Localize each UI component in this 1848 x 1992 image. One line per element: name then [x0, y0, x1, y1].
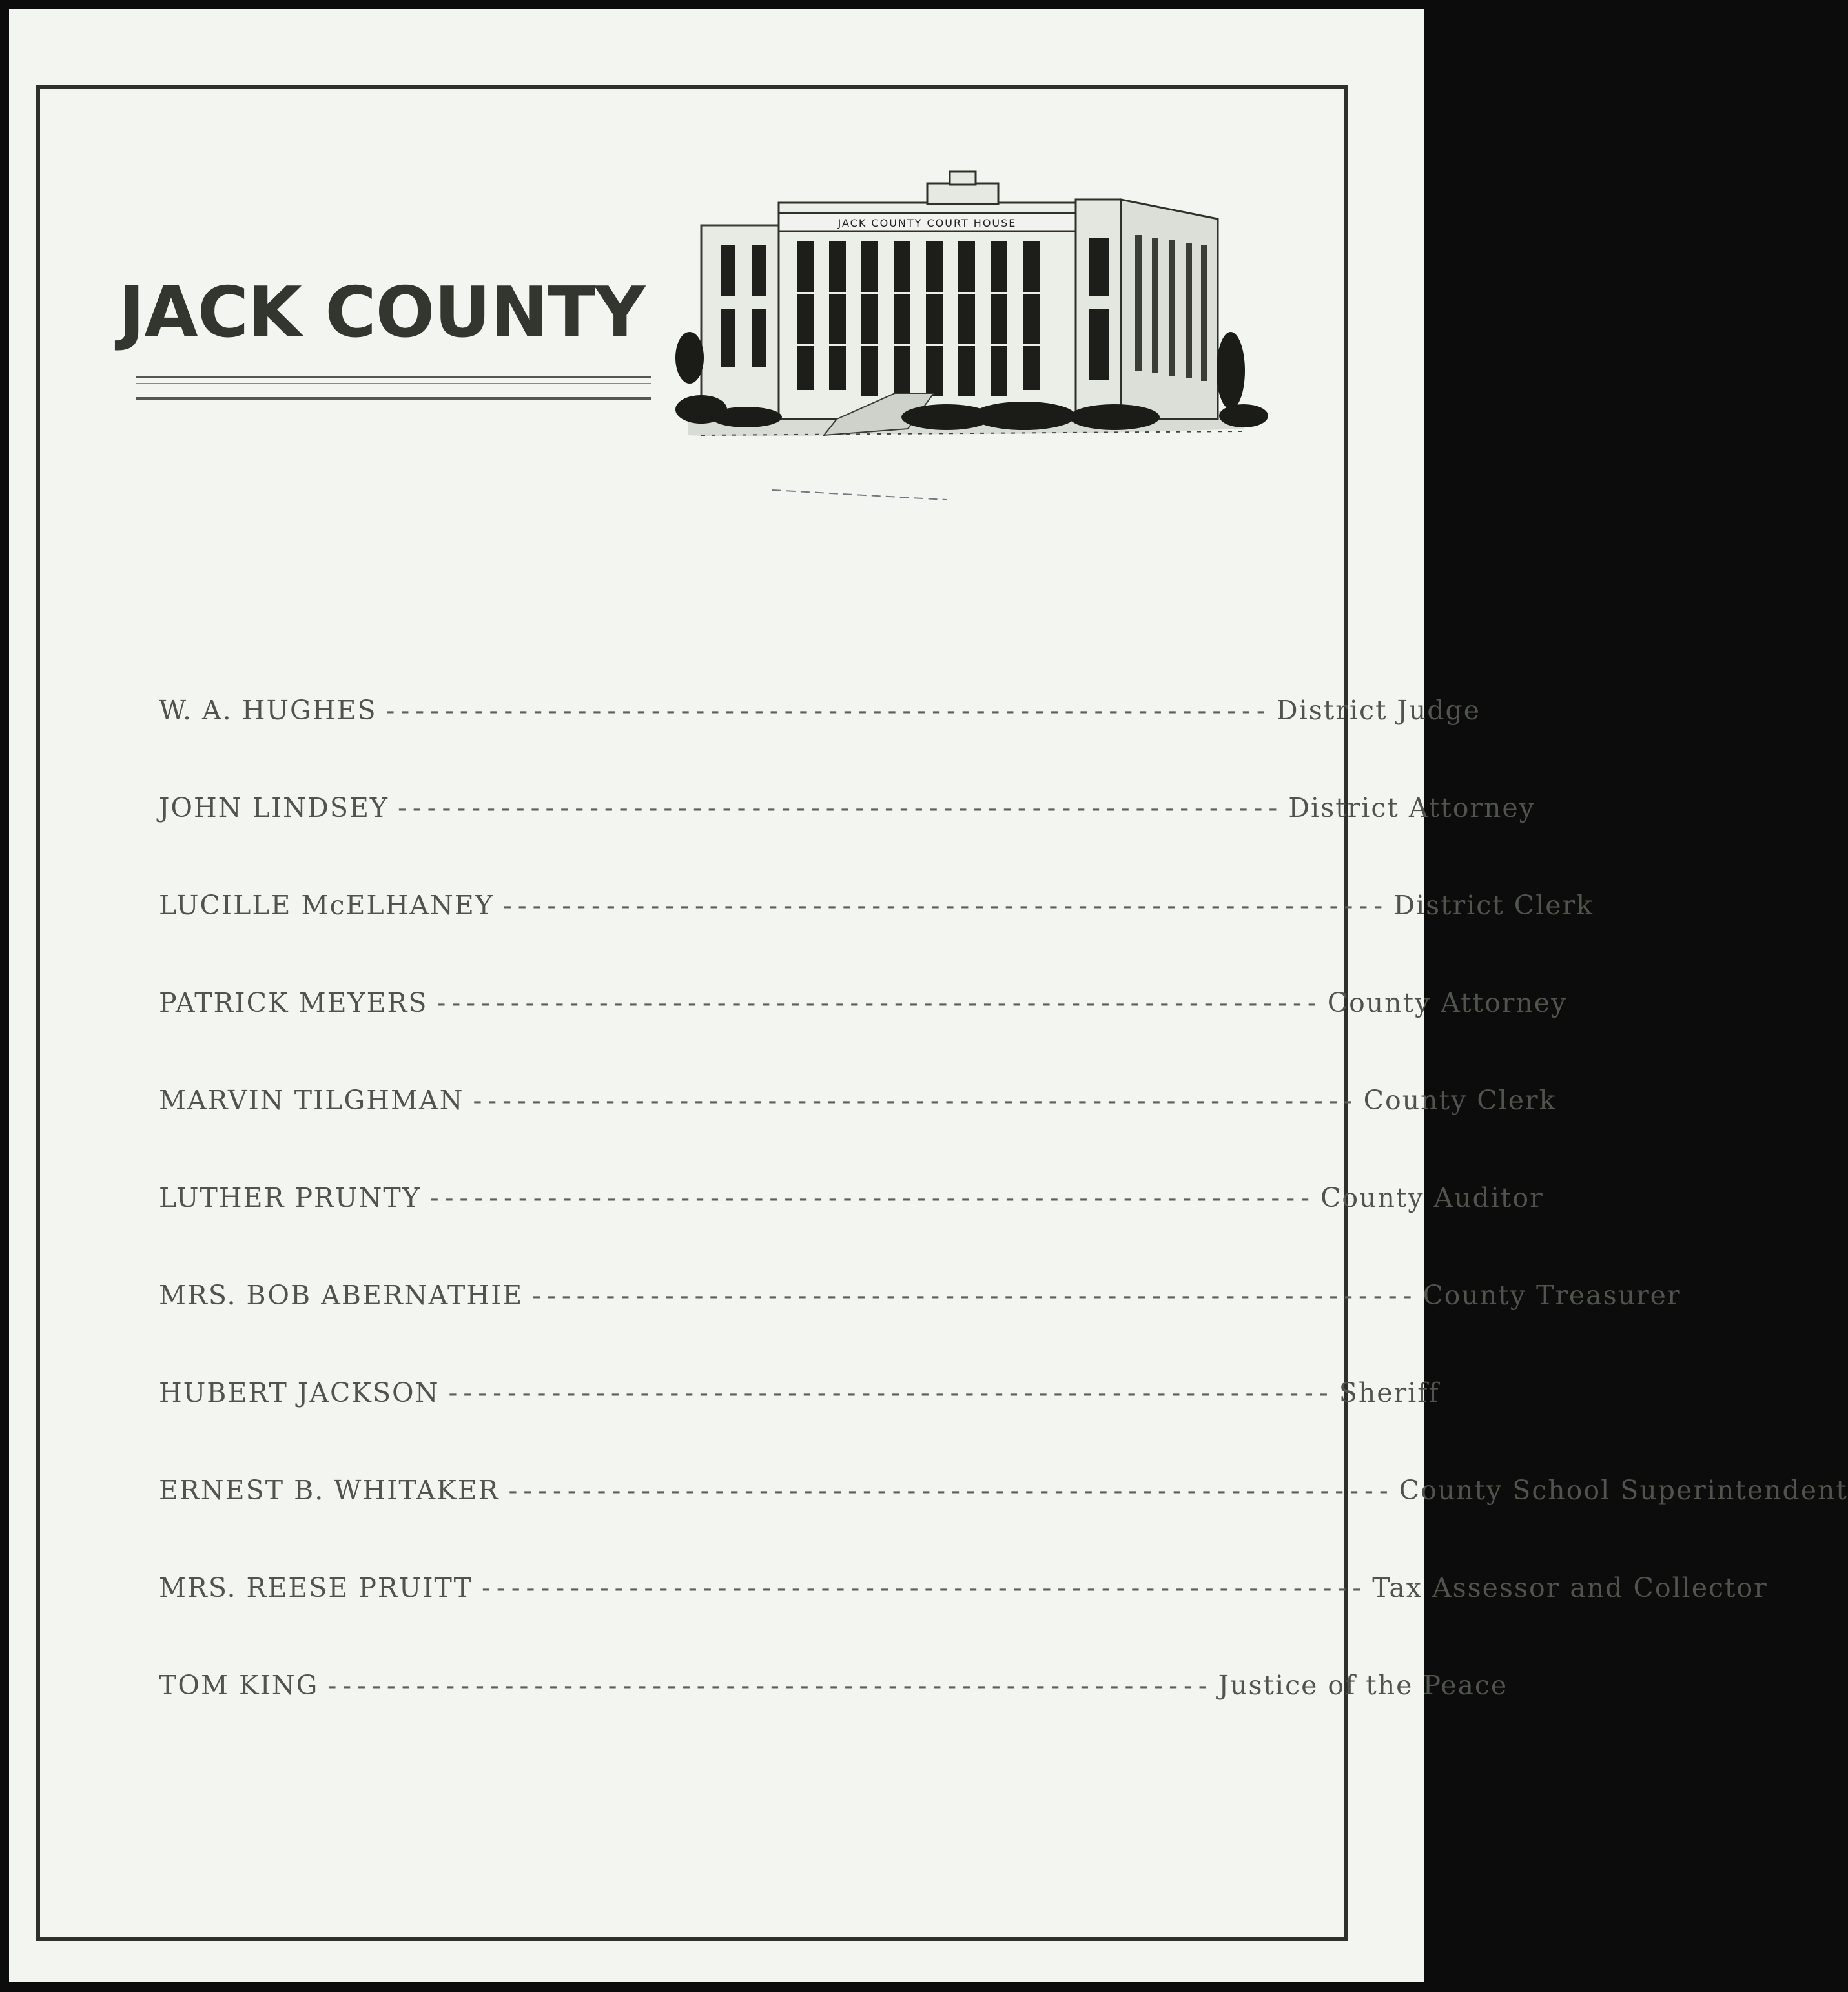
official-office: District Attorney — [1288, 792, 1535, 823]
official-office: County Treasurer — [1422, 1280, 1681, 1311]
courthouse-illustration — [675, 164, 1269, 526]
official-name: TOM KING — [159, 1670, 319, 1701]
official-name: LUTHER PRUNTY — [159, 1182, 421, 1213]
title-underline — [136, 383, 651, 384]
leader-dashes: ------------------------------------------------------------ — [429, 1182, 1315, 1213]
list-item — [159, 1670, 1508, 1767]
list-item — [159, 1475, 1848, 1572]
official-office: District Judge — [1276, 695, 1481, 726]
officials-list — [159, 695, 1848, 1767]
leader-dashes: ------------------------------------------------------------ — [327, 1670, 1213, 1701]
list-item — [159, 1377, 1440, 1475]
leader-dashes: ------------------------------------------------------------ — [481, 1572, 1368, 1603]
official-name: PATRICK MEYERS — [159, 987, 428, 1018]
list-item — [159, 1572, 1768, 1670]
leader-dashes: ------------------------------------------------------------ — [448, 1377, 1334, 1408]
official-name: LUCILLE McELHANEY — [159, 890, 494, 921]
official-name: MARVIN TILGHMAN — [159, 1085, 464, 1116]
official-name: MRS. REESE PRUITT — [159, 1572, 473, 1603]
official-name: MRS. BOB ABERNATHIE — [159, 1280, 524, 1311]
official-office: County Attorney — [1327, 987, 1568, 1018]
official-name: ERNEST B. WHITAKER — [159, 1475, 500, 1506]
leader-dashes: ------------------------------------------------------------ — [397, 792, 1284, 823]
official-office: Tax Assessor and Collector — [1372, 1572, 1768, 1603]
official-office: County Auditor — [1320, 1182, 1544, 1213]
official-name: HUBERT JACKSON — [159, 1377, 440, 1408]
list-item — [159, 987, 1568, 1085]
list-item — [159, 1280, 1681, 1377]
leader-dashes: ------------------------------------------------------------ — [508, 1475, 1394, 1506]
list-item — [159, 1085, 1557, 1182]
list-item — [159, 890, 1594, 987]
official-name: W. A. HUGHES — [159, 695, 377, 726]
leader-dashes: ------------------------------------------------------------ — [532, 1280, 1418, 1311]
official-name: JOHN LINDSEY — [159, 792, 389, 823]
courthouse-sign: JACK COUNTY COURT HOUSE — [837, 217, 1017, 229]
official-office: County School Superintendent — [1399, 1475, 1848, 1506]
leader-dashes: ------------------------------------------------------------ — [385, 695, 1271, 726]
list-item — [159, 792, 1535, 890]
official-office: Sheriff — [1339, 1377, 1440, 1408]
leader-dashes: ------------------------------------------------------------ — [473, 1085, 1359, 1116]
leader-dashes: ------------------------------------------------------------ — [436, 987, 1322, 1018]
title-underline — [136, 376, 651, 378]
title-underline — [136, 397, 651, 400]
list-item — [159, 1182, 1544, 1280]
leader-dashes: ------------------------------------------------------------ — [502, 890, 1389, 921]
page — [9, 9, 1848, 1982]
page-title: JACK COUNTY — [119, 272, 645, 353]
official-office: County Clerk — [1363, 1085, 1557, 1116]
official-office: District Clerk — [1393, 890, 1594, 921]
official-office: Justice of the Peace — [1218, 1670, 1508, 1701]
list-item — [159, 695, 1481, 792]
